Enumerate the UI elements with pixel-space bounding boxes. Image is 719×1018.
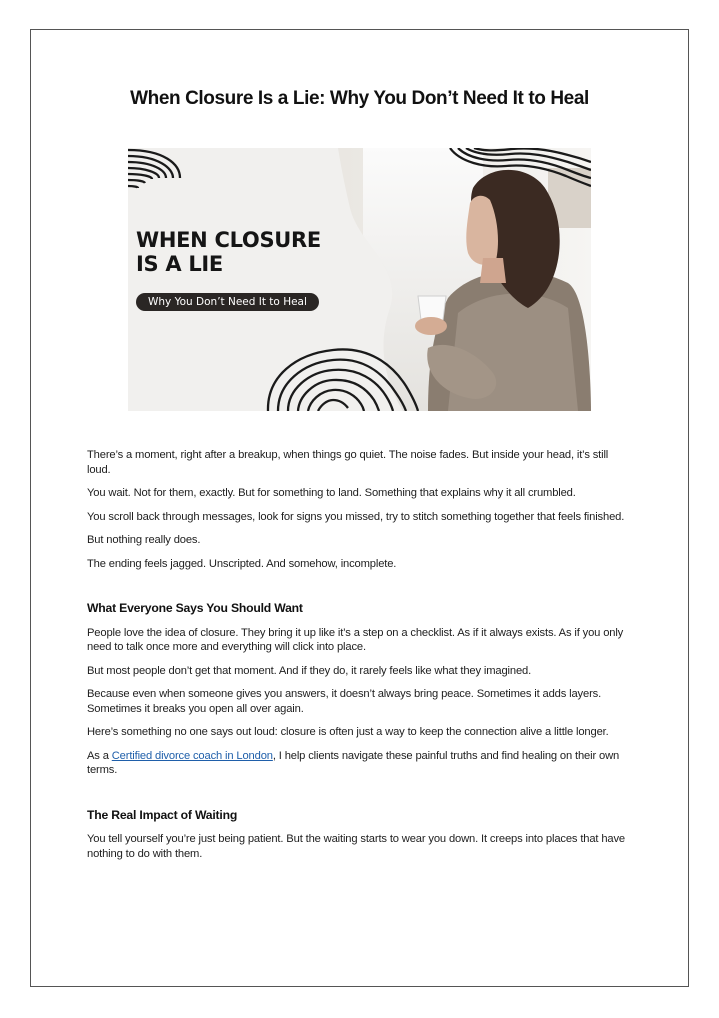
intro-paragraph-3: You scroll back through messages, look for signs you missed, try to stitch something together that feels finished.: [87, 510, 625, 523]
hero-headline: [136, 228, 321, 276]
hero-image: [128, 148, 591, 411]
intro-paragraph-2: You wait. Not for them, exactly. But for something to land. Something that explains why it all crumbled.: [87, 487, 576, 499]
article-body: [87, 448, 632, 870]
intro-paragraph-1: There’s a moment, right after a breakup, when things go quiet. The noise fades. But inside your head, it’s still loud.: [87, 449, 609, 476]
hero-illustration: [128, 148, 591, 411]
intro-paragraph-4: But nothing really does.: [87, 534, 201, 546]
hero-headline-line1: WHEN CLOSURE: [136, 228, 321, 252]
section1-paragraph-3: Because even when someone gives you answers, it doesn’t always bring peace. Sometimes it adds layers. Sometimes it breaks you open all over again.: [87, 688, 602, 715]
divorce-coach-link[interactable]: Certified divorce coach in London: [111, 749, 273, 762]
section1-paragraph-1: People love the idea of closure. They bring it up like it’s a step on a checklist. As if it always exists. As if you only need to talk once more and everything will click into place.: [87, 626, 624, 653]
section1-paragraph-5: [87, 749, 632, 778]
section1-paragraph-2: But most people don’t get that moment. And if they do, it rarely feels like what they imagined.: [87, 664, 532, 677]
link-prefix: As a: [87, 749, 112, 762]
section1-paragraph-4: Here’s something no one says out loud: closure is often just a way to keep the connection alive a little longer.: [87, 726, 609, 738]
hero-subtitle-pill: Why You Don’t Need It to Heal: [136, 293, 319, 311]
section2-paragraph-1: You tell yourself you’re just being patient. But the waiting starts to wear you down. It creeps into places that have nothing to do with them.: [87, 833, 626, 860]
section-heading-what-everyone-says: What Everyone Says You Should Want: [87, 601, 303, 615]
hero-headline-line2: IS A LIE: [136, 252, 223, 276]
link-suffix: , I help clients navigate these painful truths and find healing on their own terms.: [87, 749, 620, 776]
document-title: When Closure Is a Lie: Why You Don’t Need It to Heal: [130, 88, 589, 109]
intro-paragraph-5: The ending feels jagged. Unscripted. And somehow, incomplete.: [87, 557, 397, 570]
section-heading-real-impact: The Real Impact of Waiting: [87, 807, 238, 822]
